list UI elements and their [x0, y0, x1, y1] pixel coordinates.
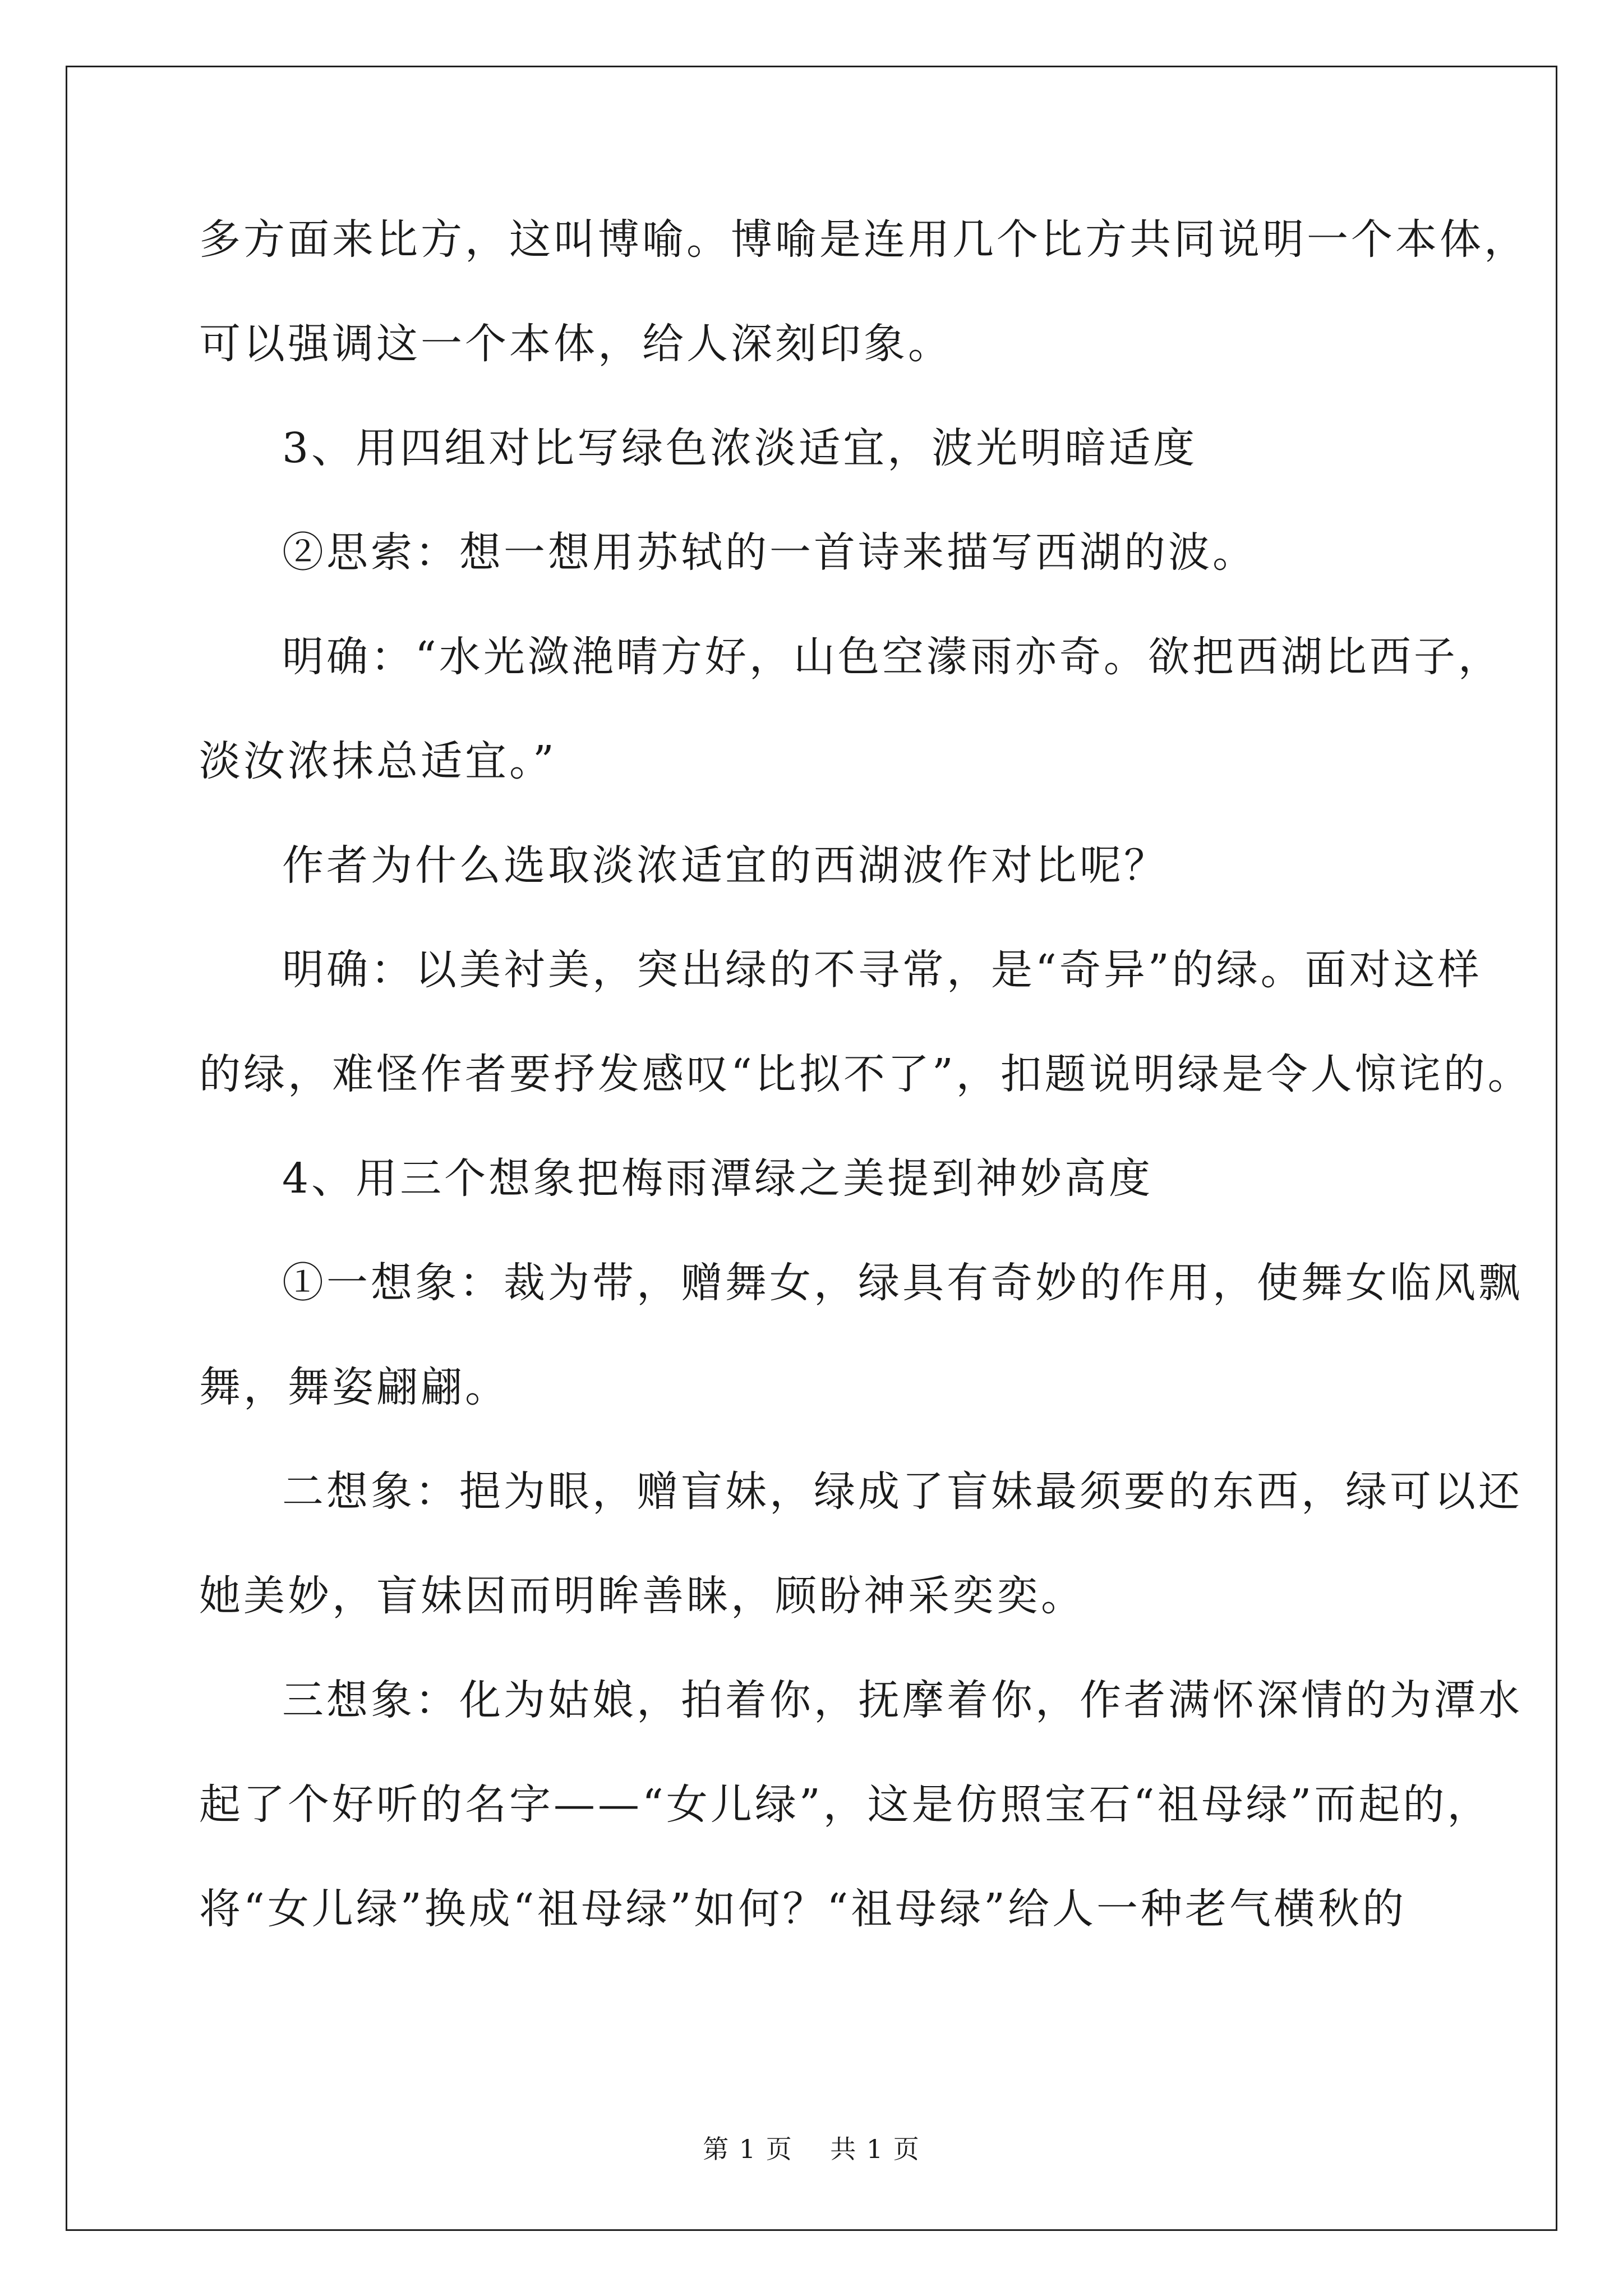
text-line: 舞，舞姿翩翩。	[199, 1363, 509, 1411]
text-line: ①一想象：裁为带，赠舞女，绿具有奇妙的作用，使舞女临风飘	[282, 1259, 1523, 1307]
text-line: ②思索：想一想用苏轼的一首诗来描写西湖的波。	[282, 528, 1257, 577]
text-line: 三想象：化为姑娘，拍着你，抚摩着你，作者满怀深情的为潭水	[282, 1676, 1523, 1724]
text-line: 明确：以美衬美，突出绿的不寻常，是“奇异”的绿。面对这样	[282, 946, 1482, 994]
text-line: 将“女儿绿”换成“祖母绿”如何？“祖母绿”给人一种老气横秋的	[199, 1885, 1407, 1933]
text-line: 多方面来比方，这叫博喻。博喻是连用几个比方共同说明一个本体，	[199, 215, 1528, 264]
text-line: 二想象：挹为眼，赠盲妹，绿成了盲妹最须要的东西，绿可以还	[282, 1467, 1523, 1516]
text-line: 她美妙，盲妹因而明眸善睐，顾盼神采奕奕。	[199, 1572, 1085, 1620]
page-footer	[0, 2136, 1623, 2162]
text-line: 4、用三个想象把梅雨潭绿之美提到神妙高度	[282, 1154, 1154, 1203]
text-line: 的绿，难怪作者要抒发感叹“比拟不了”，扣题说明绿是令人惊诧的。	[199, 1050, 1532, 1098]
text-line: 3、用四组对比写绿色浓淡适宜，波光明暗适度	[282, 424, 1198, 472]
text-line: 起了个好听的名字——“女儿绿”，这是仿照宝石“祖母绿”而起的，	[199, 1780, 1492, 1829]
text-line: 淡汝浓抹总适宜。”	[199, 737, 557, 785]
text-line: 明确：“水光潋滟晴方好，山色空濛雨亦奇。欲把西湖比西子，	[282, 633, 1502, 681]
page-number: 第 1 页 共 1 页	[703, 2134, 920, 2164]
text-line: 可以强调这一个本体，给人深刻印象。	[199, 320, 952, 368]
text-line: 作者为什么选取淡浓适宜的西湖波作对比呢？	[282, 841, 1168, 890]
